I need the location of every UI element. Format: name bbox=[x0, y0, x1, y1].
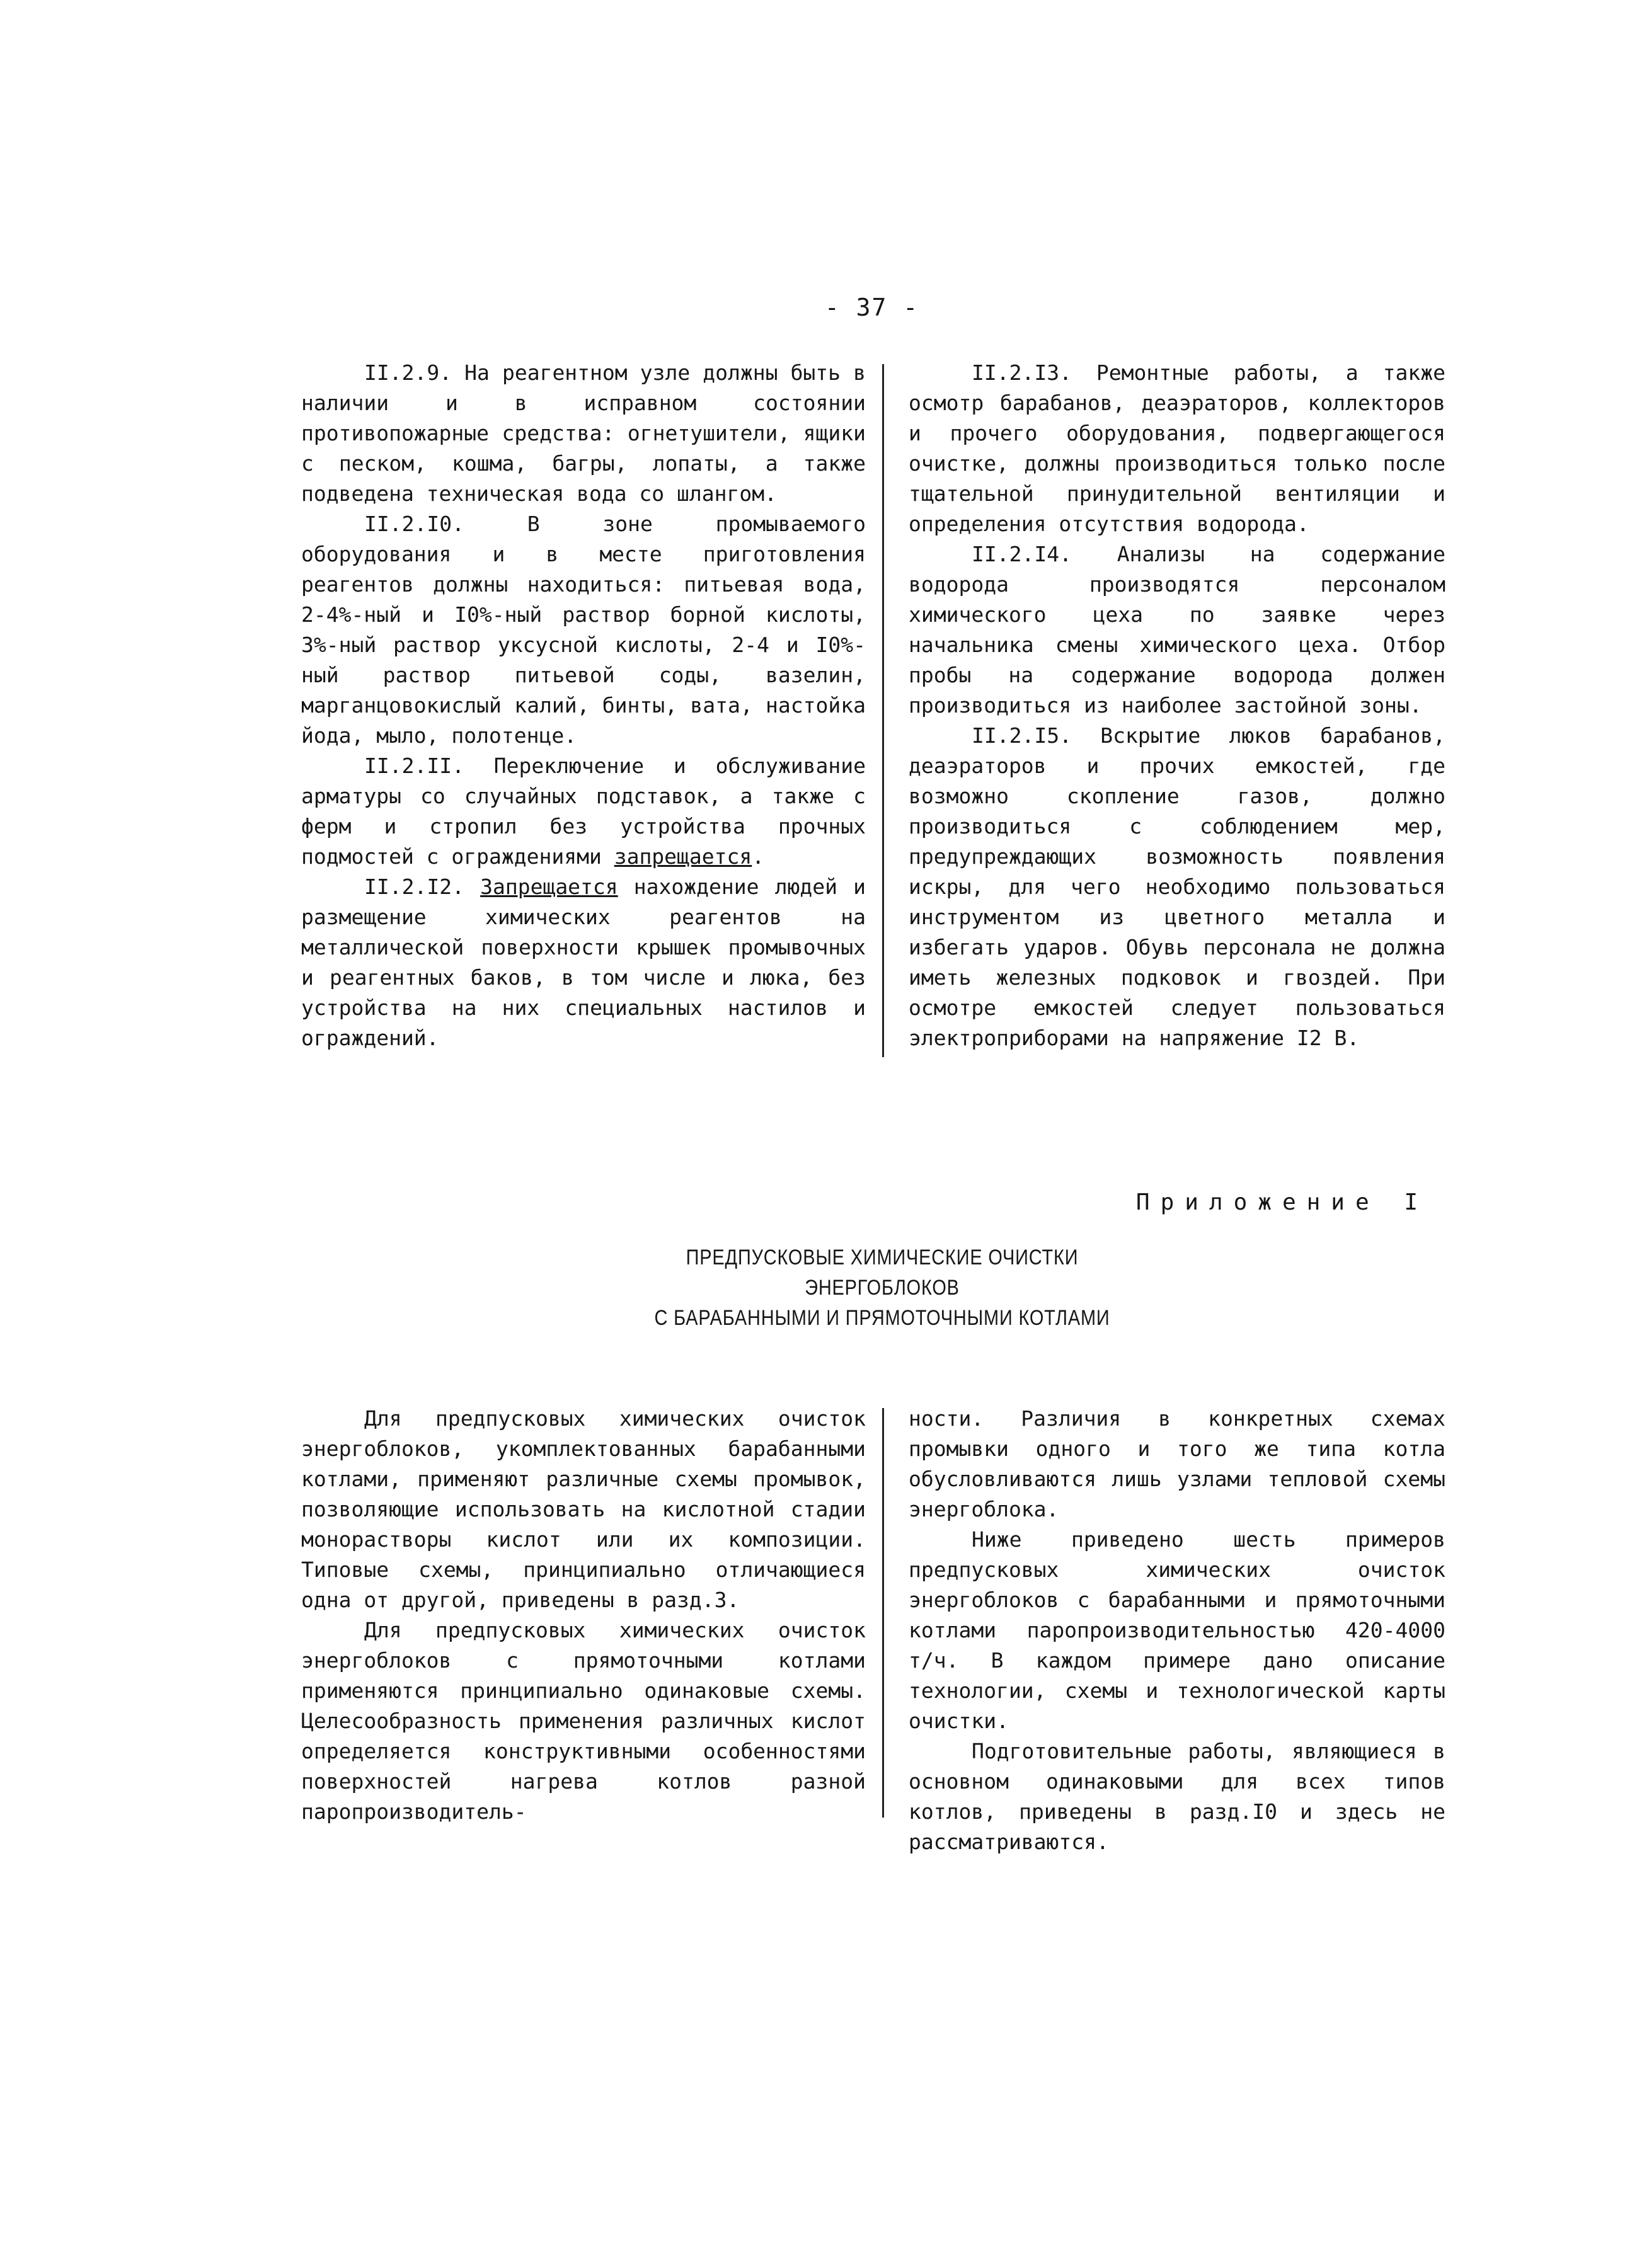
paragraph-11-2-15: II.2.I5. Вскрытие люков барабанов, деаэраторов и прочих емкостей, где возможно скопление газов, должно производиться с соблюдением мер, предупреждающих возможность появления искры, для чего необходимо пользоваться инструментом из цветного металла и избегать ударов. Обувь персонала не должна иметь железных подковок и гвоздей. При осмотре емкостей следует пользоваться электроприборами на напряжение I2 В. bbox=[909, 723, 1445, 1050]
section1-right-column bbox=[909, 358, 1445, 1053]
paragraph-intro-drum-boilers: Для предпусковых химических очисток энергоблоков, укомплектованных барабанными котлами, применяют различные схемы промывок, позволяющие использовать на кислотной стадии монорастворы кислот или их композиции. Типовые схемы, принципиально отличающиеся одна от другой, приведены в разд.3. bbox=[301, 1406, 866, 1612]
paragraph-11-2-9: II.2.9. На реагентном узле должны быть в наличии и в исправном состоянии противопожарные средства: огнетушители, ящики с песком, кошма, багры, лопаты, а также подведена техническая вода со шлангом. bbox=[301, 360, 866, 506]
page-number: - 37 - bbox=[824, 294, 919, 321]
underlined-word: запрещается bbox=[614, 844, 752, 869]
appendix-title bbox=[599, 1242, 1166, 1333]
paragraph-11-2-13: II.2.I3. Ремонтные работы, а также осмотр барабанов, деаэраторов, коллекторов и прочего оборудования, подвергающегося очистке, должны производиться только после тщательной принудительной вентиляции и определения отсутствия водорода. bbox=[909, 360, 1445, 536]
paragraph-11-2-11: II.2.II. Переключение и обслуживание арматуры со случайных подставок, а также с ферм и стропил без устройства прочных подмостей с ограждениями запрещается. bbox=[301, 753, 866, 869]
paragraph-11-2-10: II.2.I0. В зоне промываемого оборудования и в месте приготовления реагентов должны находиться: питьевая вода, 2-4%-ный и I0%-ный раствор борной кислоты, 3%-ный раствор уксусной кислоты, 2-4 и I0%-ный раствор питьевой соды, вазелин, марганцовокислый калий, бинты, вата, настойка йода, мыло, полотенце. bbox=[301, 512, 866, 748]
appendix-title-line-1: ПРЕДПУСКОВЫЕ ХИМИЧЕСКИЕ ОЧИСТКИ ЭНЕРГОБЛОКОВ bbox=[686, 1246, 1079, 1300]
paragraph-continuation: ности. Различия в конкретных схемах промывки одного и того же типа котла обусловливаются лишь узлами тепловой схемы энергоблока. bbox=[909, 1406, 1445, 1521]
paragraph-intro-once-through: Для предпусковых химических очисток энергоблоков с прямоточными котлами применяются принципиально одинаковые схемы. Целесообразность применения различных кислот определяется конструктивными особенностями поверхностей нагрева котлов разной паропроизводитель- bbox=[301, 1618, 866, 1824]
underlined-word: Запрещается bbox=[480, 874, 618, 899]
column-divider bbox=[882, 364, 884, 1057]
section2-right-column bbox=[909, 1404, 1445, 1857]
paragraph-examples: Ниже приведено шесть примеров предпусковых химических очисток энергоблоков с барабанными и прямоточными котлами паропроизводительностью 420-4000 т/ч. В каждом примере дано описание технологии, схемы и технологической карты очистки. bbox=[909, 1527, 1445, 1733]
section1-left-column bbox=[301, 358, 866, 1053]
section2-left-column bbox=[301, 1404, 866, 1827]
appendix-label: Приложение I bbox=[1135, 1189, 1428, 1215]
appendix-title-line-2: С БАРАБАННЫМИ И ПРЯМОТОЧНЫМИ КОТЛАМИ bbox=[654, 1306, 1110, 1330]
paragraph-11-2-14: II.2.I4. Анализы на содержание водорода производятся персоналом химического цеха по заявке через начальника смены химического цеха. Отбор пробы на содержание водорода должен производиться из наиболее застойной зоны. bbox=[909, 542, 1445, 718]
column-divider bbox=[882, 1408, 884, 1818]
paragraph-preparatory-works: Подготовительные работы, являющиеся в основном одинаковыми для всех типов котлов, приведены в разд.I0 и здесь не рассматриваются. bbox=[909, 1739, 1445, 1854]
paragraph-11-2-12: II.2.I2. Запрещается нахождение людей и размещение химических реагентов на металлической поверхности крышек промывочных и реагентных баков, в том числе и люка, без устройства на них специальных настилов и ограждений. bbox=[301, 874, 866, 1050]
